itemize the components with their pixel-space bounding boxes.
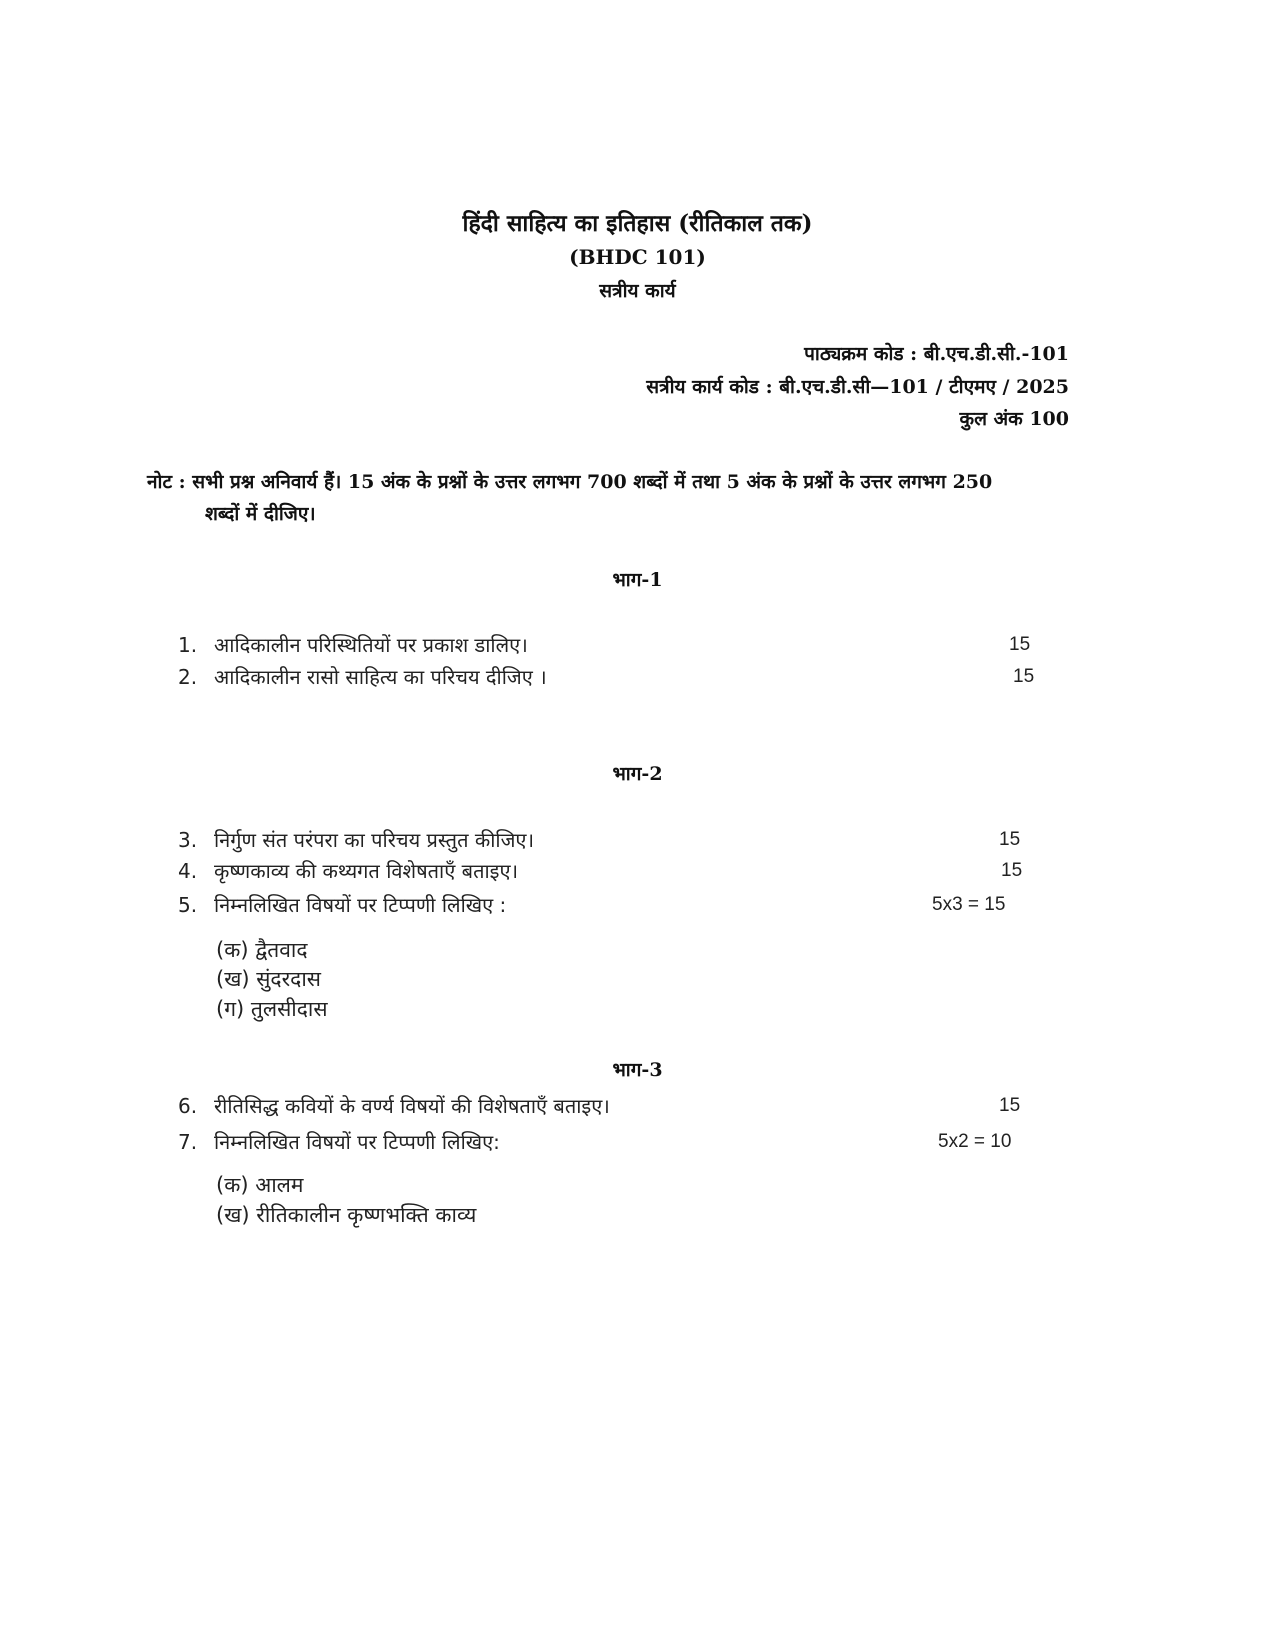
question-marks: 5x3 = 15 — [932, 894, 1006, 915]
question-text: रीतिसिद्ध कवियों के वर्ण्य विषयों की विशेषताएँ बताइए। — [214, 1094, 610, 1118]
sub-item: (क) आलम — [216, 1173, 304, 1197]
question-text: निम्नलिखित विषयों पर टिप्पणी लिखिए: — [214, 1130, 500, 1154]
question-text: निर्गुण संत परंपरा का परिचय प्रस्तुत कीजिए। — [214, 828, 535, 852]
instructions-note — [147, 466, 1132, 530]
question-marks: 15 — [999, 1095, 1021, 1116]
question-marks: 15 — [1009, 634, 1031, 655]
total-marks: कुल अंक 100 — [959, 408, 1069, 430]
sub-item: (ग) तुलसीदास — [216, 997, 328, 1021]
question-text: कृष्णकाव्य की कथ्यगत विशेषताएँ बताइए। — [214, 859, 519, 883]
question-number: 4. — [178, 859, 198, 883]
question-text: आदिकालीन रासो साहित्य का परिचय दीजिए । — [214, 665, 547, 689]
course-code-english: (BHDC 101) — [569, 245, 706, 269]
course-code: पाठ्यक्रम कोड : बी.एच.डी.सी.-101 — [804, 343, 1069, 365]
question-number: 6. — [178, 1094, 198, 1118]
question-number: 2. — [178, 665, 198, 689]
sub-item: (ख) सुंदरदास — [216, 967, 321, 991]
question-marks: 15 — [1001, 860, 1023, 881]
assignment-label: सत्रीय कार्य — [599, 280, 676, 302]
question-marks: 5x2 = 10 — [938, 1131, 1012, 1152]
question-number: 5. — [178, 893, 198, 917]
section-heading: भाग-3 — [612, 1059, 663, 1081]
section-heading: भाग-2 — [612, 763, 663, 785]
section-heading: भाग-1 — [612, 569, 663, 591]
page-title: हिंदी साहित्य का इतिहास (रीतिकाल तक) — [462, 210, 813, 237]
note-line-1: नोट : सभी प्रश्न अनिवार्य हैं। 15 अंक के प्रश्नों के उत्तर लगभग 700 शब्दों में तथा 5 अंक के प्रश्नों के उत्तर लगभग 250 — [147, 471, 993, 493]
sub-item: (ख) रीतिकालीन कृष्णभक्ति काव्य — [216, 1203, 477, 1227]
question-marks: 15 — [1013, 666, 1035, 687]
question-text: आदिकालीन परिस्थितियों पर प्रकाश डालिए। — [214, 633, 528, 657]
note-line-2: शब्दों में दीजिए। — [205, 503, 316, 525]
question-marks: 15 — [999, 829, 1021, 850]
question-number: 1. — [178, 633, 198, 657]
question-number: 7. — [178, 1130, 198, 1154]
question-text: निम्नलिखित विषयों पर टिप्पणी लिखिए : — [214, 893, 507, 917]
sub-item: (क) द्वैतवाद — [216, 938, 308, 962]
question-number: 3. — [178, 828, 198, 852]
assignment-code: सत्रीय कार्य कोड : बी.एच.डी.सी—101 / टीएमए / 2025 — [646, 376, 1069, 398]
